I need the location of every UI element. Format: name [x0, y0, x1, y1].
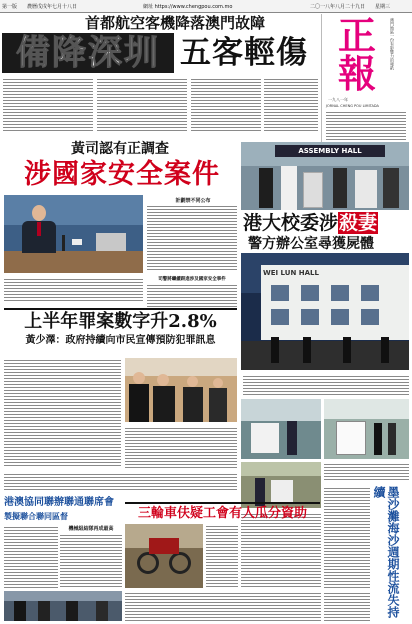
story5-photo-1 [241, 399, 321, 459]
story3-body [243, 374, 409, 396]
story6-photo [125, 524, 203, 588]
story2-kicker: 黃司認有正調查 [71, 141, 169, 157]
issue-date: 二〇一八年八月二十九日 [310, 4, 366, 10]
lead-body-text-3 [191, 77, 261, 133]
lead-body-text-2 [97, 77, 187, 133]
story5-headline: 墨沙灘海沙週期性流失持續 [372, 486, 400, 618]
story6-sub: 機械組結隊再成最高 [68, 526, 114, 532]
masthead-english: JORNAL CHENG POU LIMITADA [326, 104, 379, 108]
story4-headline-box [4, 308, 237, 354]
story7-body-2 [60, 533, 122, 588]
story3-photo-main [241, 253, 409, 370]
lead-body-text [3, 77, 93, 133]
story4-body-2 [125, 426, 237, 468]
masthead-logo-2: 報 [338, 51, 377, 96]
lead-body-text-4 [264, 77, 318, 133]
story4-body [4, 358, 121, 468]
story3-headline-a: 港大校委涉 [243, 212, 339, 234]
story2-body [147, 204, 237, 272]
story2-body-3 [147, 283, 237, 307]
story5-body-b [324, 486, 370, 588]
lead-headline-a-box [2, 33, 174, 73]
story4-sub: 黃少澤：政府持續向市民宣傳預防犯罪訊息 [25, 335, 216, 346]
lead-kicker: 首都航空客機降落澳門故障 [84, 14, 265, 32]
story5-body-c [324, 591, 370, 621]
story2-sub2: 司警將繼續跟進涉及國家安全事件 [158, 277, 226, 282]
story7-headline: 港澳協同聯辦聯通聯席會 [4, 497, 114, 508]
story3-headline [243, 212, 409, 234]
story3-sign-2: WEI LUN HALL [263, 269, 319, 277]
lead-headline-a: 備降深圳 [16, 33, 160, 73]
story7-body [4, 525, 58, 588]
website[interactable]: 網址 https://www.chengpou.com.mo [143, 4, 233, 10]
story7-photo [4, 591, 122, 621]
story5-photo-2 [324, 399, 409, 459]
story6-body [206, 524, 238, 588]
story7-sub: 製擬聯合聯同區督 [4, 512, 68, 521]
masthead-logo-1: 正 [338, 13, 377, 58]
story2-photo [4, 195, 143, 273]
story3-photo-top [241, 142, 409, 210]
lunar-date: 農曆戊戌年七月十八日 [27, 4, 78, 10]
page-number: 第一版 [2, 4, 18, 10]
story3-headline-red: 殺妻 [339, 212, 378, 234]
story4-photo [125, 358, 237, 422]
story4-headline: 上半年罪案數字升2.8% [24, 311, 217, 332]
masthead [321, 14, 410, 142]
story6-headline: 三輪車伕疑工會有人瓜分資助 [125, 502, 320, 522]
story3-sign-1: ASSEMBLY HALL [275, 145, 385, 157]
weekday: 星期三 [375, 4, 391, 10]
story5-body-a [324, 462, 409, 482]
masthead-side-text: 澳門地區一份有影響力的報紙 [390, 18, 395, 70]
story5-body [241, 512, 321, 588]
story6-body-2 [125, 591, 321, 621]
story2-headline: 涉國家安全案件 [24, 159, 220, 190]
header-bar [0, 0, 412, 13]
story2-sub1: 計劃禁不同公布 [175, 198, 211, 204]
story2-body-2 [4, 277, 143, 303]
masthead-founded: 一九八一年 [328, 97, 348, 102]
story7-body-top [4, 472, 237, 492]
lead-headline-b: 五客輕傷 [180, 35, 308, 71]
story3-sub: 警方辦公室尋獲屍體 [248, 236, 374, 252]
masthead-info [326, 110, 406, 140]
